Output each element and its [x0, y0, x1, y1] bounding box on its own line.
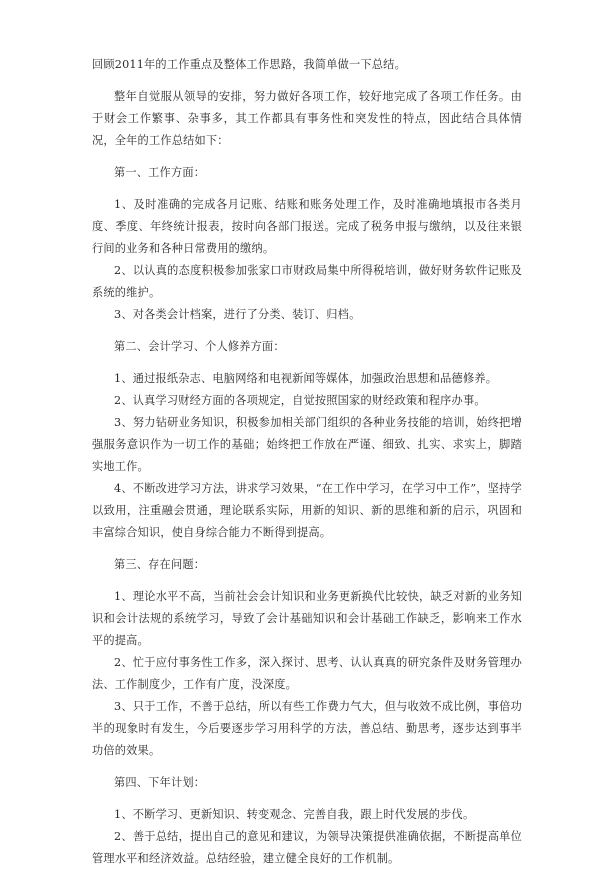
- intro-paragraph: 回顾2011年的工作重点及整体工作思路，我简单做一下总结。: [92, 58, 406, 71]
- list-item: 3、对各类会计档案，进行了分类、装订、归档。: [114, 308, 361, 321]
- list-item: 2、忙于应付事务性工作多，深入探讨、思考、认认真真的研究条件及财务管理办法、工作制度少，工作有广度，没深度。: [92, 656, 522, 691]
- list-item: 4、不断改进学习方法，讲求学习效果，“在工作中学习，在学习中工作”，坚持学以致用，注重融会贯通，理论联系实际，用新的知识、新的思维和新的启示，巩固和丰富综合知识，使自身综合能力不断得到提高。: [92, 482, 522, 539]
- section-heading: 第一、工作方面：: [114, 166, 206, 179]
- list-item: 3、只于工作，不善于总结，所以有些工作费力气大，但与收效不成比例，事倍功半的现象时有发生，今后要逐步学习用科学的方法，善总结、勤思考，逐步达到事半功倍的效果。: [92, 700, 522, 757]
- list-item: 1、不断学习、更新知识、转变观念、完善自我，跟上时代发展的步伐。: [114, 808, 475, 821]
- list-item: 2、善于总结，提出自己的意见和建议，为领导决策提供准确依据，不断提高单位管理水平和经济效益。总结经验，建立健全良好的工作机制。: [92, 830, 522, 865]
- section-heading: 第三、存在问题：: [114, 558, 206, 571]
- list-item: 1、及时准确的完成各月记账、结账和账务处理工作，及时准确地填报市各类月度、季度、年终统计报表，按时向各部门报送。完成了税务申报与缴纳，以及往来银行间的业务和各种日常费用的缴纳。: [92, 198, 522, 255]
- list-item: 1、理论水平不高，当前社会会计知识和业务更新换代比较快，缺乏对新的业务知识和会计法规的系统学习，导致了会计基础知识和会计基础工作缺乏，影响来工作水平的提高。: [92, 590, 522, 647]
- section-heading: 第四、下年计划：: [114, 776, 206, 789]
- document-body: [92, 54, 522, 870]
- overview-paragraph: 整年自觉服从领导的安排，努力做好各项工作，较好地完成了各项工作任务。由于财会工作繁事、杂事多，其工作都具有事务性和突发性的特点，因此结合具体情况，全年的工作总结如下：: [92, 90, 522, 147]
- list-item: 2、认真学习财经方面的各项规定，自觉按照国家的财经政策和程序办事。: [114, 394, 486, 407]
- list-item: 1、通过报纸杂志、电脑网络和电视新闻等媒体，加强政治思想和品德修养。: [114, 372, 498, 385]
- list-item: 2、以认真的态度积极参加张家口市财政局集中所得税培训，做好财务软件记账及系统的维护。: [92, 264, 522, 299]
- list-item: 3、努力钻研业务知识，积极参加相关部门组织的各种业务技能的培训，始终把增强服务意识作为一切工作的基础；始终把工作放在严谨、细致、扎实、求实上，脚踏实地工作。: [92, 416, 522, 473]
- section-heading: 第二、会计学习、个人修养方面：: [114, 340, 285, 353]
